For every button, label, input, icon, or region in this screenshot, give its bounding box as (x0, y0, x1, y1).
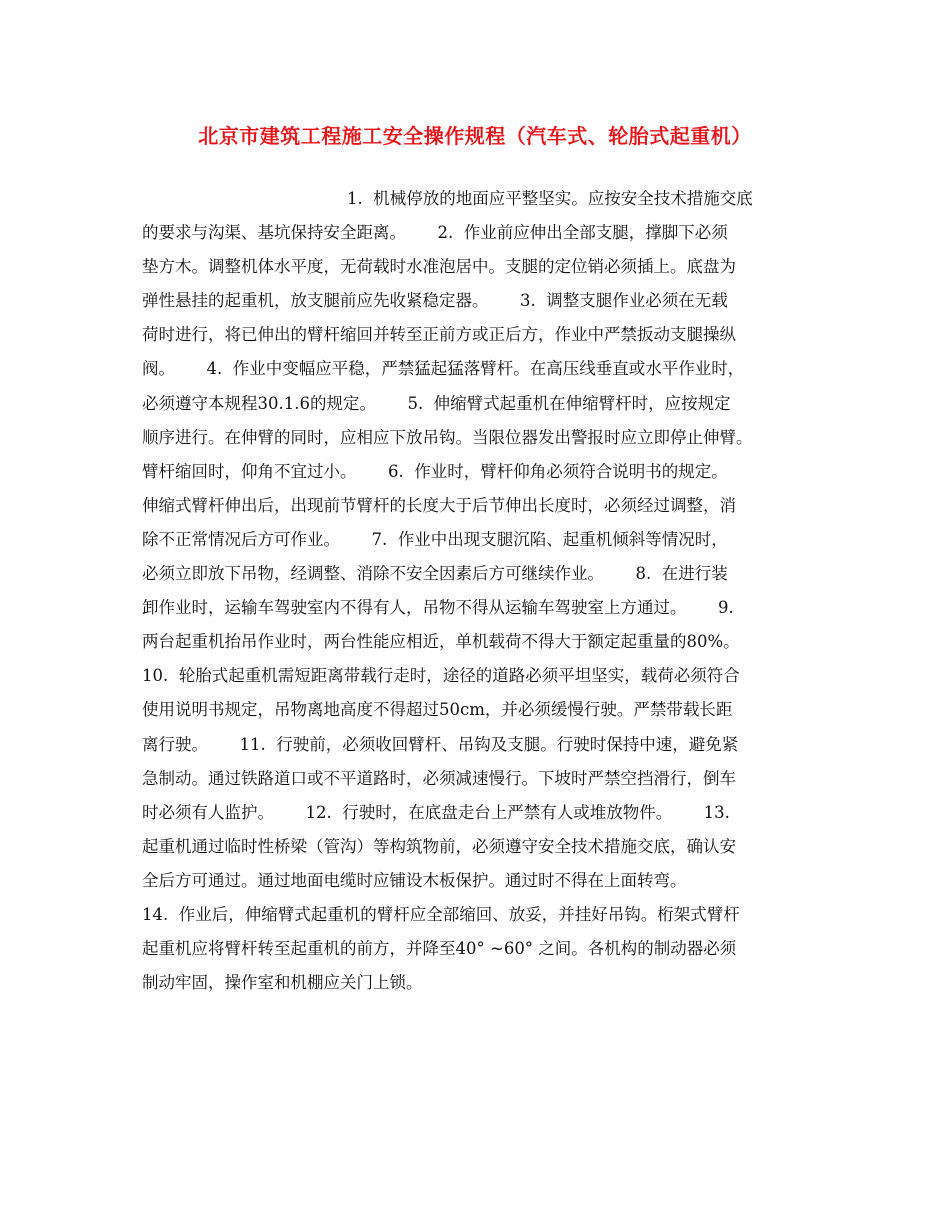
body-line: 急制动。通过铁路道口或不平道路时，必须减速慢行。下坡时严禁空挡滑行，倒车 (142, 768, 736, 788)
body-line: 10. 轮胎式起重机需短距离带载行走时，途径的道路必须平坦坚实，载荷必须符合 (142, 666, 740, 686)
document-body (142, 182, 824, 1000)
body-line: 制动牢固，操作室和机棚应关门上锁。 (142, 973, 423, 993)
body-line: 臂杆缩回时，仰角不宜过小。 6. 作业时，臂杆仰角必须符合说明书的规定。 (142, 461, 728, 481)
body-line: 伸缩式臂杆伸出后，出现前节臂杆的长度大于后节伸出长度时，必须经过调整，消 (142, 495, 736, 515)
body-line: 时必须有人监护。 12. 行驶时，在底盘走台上严禁有人或堆放物件。 13. (142, 802, 730, 822)
body-line: 14. 作业后，伸缩臂式起重机的臂杆应全部缩回、放妥，并挂好吊钩。桁架式臂杆 (142, 904, 740, 924)
body-line: 起重机应将臂杆转至起重机的前方，并降至40° ~60° 之间。各机构的制动器必须 (142, 939, 737, 959)
body-line: 的要求与沟渠、基坑保持安全距离。 2. 作业前应伸出全部支腿，撑脚下必须 (142, 223, 728, 243)
body-line: 必须遵守本规程30.1.6的规定。 5. 伸缩臂式起重机在伸缩臂杆时，应按规定 (142, 393, 731, 413)
body-line: 必须立即放下吊物，经调整、消除不安全因素后方可继续作业。 8. 在进行装 (142, 564, 728, 584)
body-line: 卸作业时，运输车驾驶室内不得有人，吊物不得从运输车驾驶室上方通过。 9. (142, 598, 734, 618)
document-title: 北京市建筑工程施工安全操作规程（汽车式、轮胎式起重机） (198, 124, 752, 148)
body-line: 顺序进行。在伸臂的同时，应相应下放吊钩。当限位器发出警报时应立即停止伸臂。 (142, 427, 753, 447)
body-line: 全后方可通过。通过地面电缆时应铺设木板保护。通过时不得在上面转弯。 (142, 870, 687, 890)
body-line: 阀。 4. 作业中变幅应平稳，严禁猛起猛落臂杆。在高压线垂直或水平作业时， (142, 359, 745, 379)
body-line: 弹性悬挂的起重机，放支腿前应先收紧稳定器。 3. 调整支腿作业必须在无载 (142, 291, 728, 311)
body-line: 离行驶。 11. 行驶前，必须收回臂杆、吊钩及支腿。行驶时保持中速，避免紧 (142, 734, 739, 754)
body-line: 使用说明书规定，吊物离地高度不得超过50cm，并必须缓慢行驶。严禁带载长距 (142, 700, 733, 720)
body-line: 起重机通过临时性桥梁（管沟）等构筑物前，必须遵守安全技术措施交底，确认安 (142, 836, 736, 856)
body-line: 1. 机械停放的地面应平整坚实。应按安全技术措施交底 (347, 189, 753, 208)
body-line: 除不正常情况后方可作业。 7. 作业中出现支腿沉陷、起重机倾斜等情况时， (142, 529, 728, 549)
body-line: 垫方木。调整机体水平度，无荷载时水准泡居中。支腿的定位销必须插上。底盘为 (142, 257, 736, 277)
body-line: 两台起重机抬吊作业时，两台性能应相近，单机载荷不得大于额定起重量的80%。 (142, 632, 740, 652)
body-line: 荷时进行，将已伸出的臂杆缩回并转至正前方或正后方，作业中严禁扳动支腿操纵 (142, 325, 736, 345)
